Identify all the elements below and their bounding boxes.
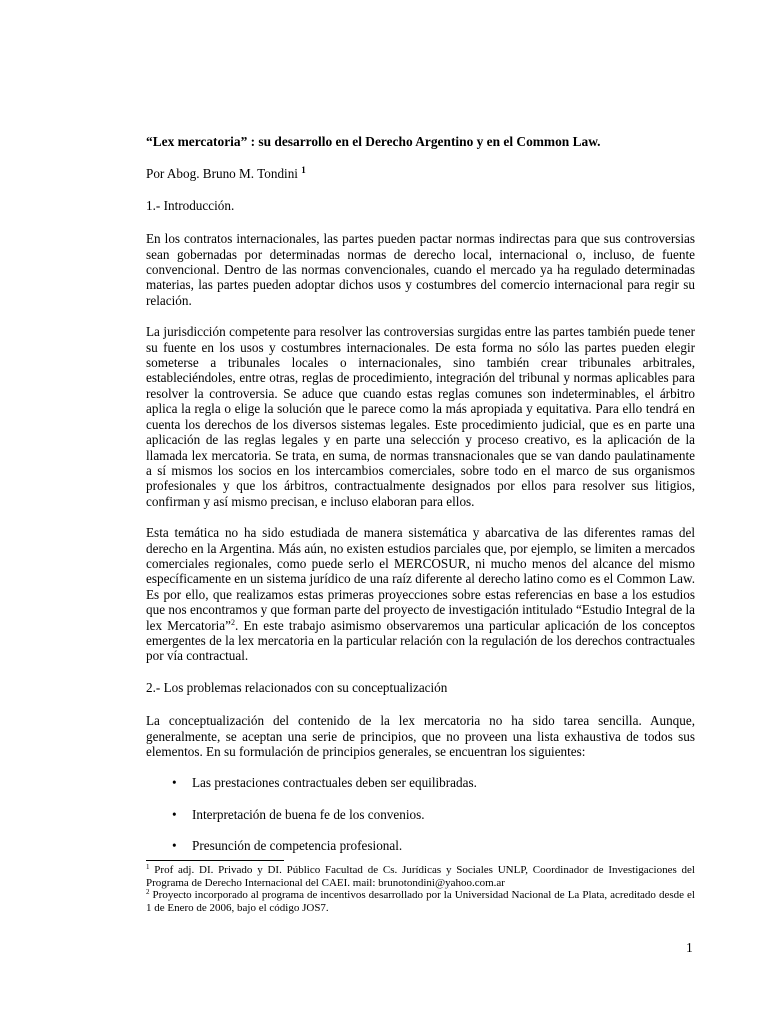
paragraph-text: Esta temática no ha sido estudiada de manera sistemática y abarcativa de las diferentes ramas del derecho en la Argentina. Más aún, no existen estudios parciales que, por ejemplo, se limiten a mercados comerciales regionales, como puede serlo el MERCOSUR, ni mucho menos del alcance del mismo específicamente en un sistema jurídico de una raíz diferente al derecho latino como es el Common Law. Es por ello, que realizamos estas primeras proyecciones sobre estas referencias en base a los estudios que nos encontramos y que forman parte del proyecto de investigación intitulado “Estudio Integral de la lex Mercatoria” [146,525,695,633]
footnote-ref-2[interactable]: 2 [230,617,235,627]
list-item-text: Interpretación de buena fe de los convenios. [192,806,425,822]
list-item [146,807,695,822]
bullet-icon: • [172,775,177,791]
footnote [146,889,695,914]
list-item [146,838,695,853]
page-number: 1 [686,940,693,955]
footnote-number: 2 [146,888,150,897]
paragraph: La jurisdicción competente para resolver las controversias surgidas entre las partes también puede tener su fuente en los usos y costumbres internacionales. De esta forma no sólo las partes pueden elegir someterse a tribunales locales o internacionales, sino también crear tribunales arbitrales, estableciéndoles, entre otras, reglas de procedimiento, integración del tribunal y normas aplicables para resolver la controversia. Se aduce que cuando estas reglas comunes son indeterminables, el árbitro aplica la regla o elige la solución que le parece como la más apropiada y equitativa. Para ello tendrá en cuenta los derechos de los diversos sistemas legales. Este procedimiento judicial, que es en parte una aplicación de las reglas legales y en parte una selección y proceso creativo, es la aplicación de la llamada lex mercatoria. Se trata, en suma, de normas transnacionales que se van dando paulatinamente a sí mismos los socios en los intercambios comerciales, sobre todo en el marco de sus organismos profesionales y que los árbitros, contractualmente designados por ellos para resolver sus litigios, confirman y así mismo precisan, e incluso elaboran para ellos. [146,324,695,509]
footnote-text: Proyecto incorporado al programa de incentivos desarrollado por la Universidad Nacional de La Plata, acreditado desde el 1 de Enero de 2006, bajo el código JOS7. [146,889,695,914]
document-body [146,134,695,870]
bullet-icon: • [172,838,177,854]
paragraph: La conceptualización del contenido de la lex mercatoria no ha sido tarea sencilla. Aunque, generalmente, se aceptan una serie de principios, que no proveen una lista exhaustiva de todos sus elementos. En su formulación de principios generales, se encuentran los siguientes: [146,713,695,759]
paragraph [146,525,695,664]
section-heading-conceptualizacion: 2.- Los problemas relacionados con su conceptualización [146,679,448,695]
bullet-list [146,775,695,853]
bullet-icon: • [172,806,177,822]
list-item-text: Presunción de competencia profesional. [192,838,403,854]
footnotes [146,860,695,914]
document-title: “Lex mercatoria” : su desarrollo en el Derecho Argentino y en el Common Law. [146,134,601,149]
footnote-separator [146,860,284,861]
author-name: Por Abog. Bruno M. Tondini [146,166,298,182]
footnote-ref-1[interactable]: 1 [301,165,306,176]
footnote-number: 1 [146,863,150,871]
author-line [146,166,695,181]
footnote [146,864,695,889]
paragraph-text: . En este trabajo asimismo observaremos una particular aplicación de los conceptos emergentes de la lex mercatoria en la particular relación con la regulación de los derechos contractuales por vía contractual. [146,617,696,664]
section-heading-introduccion: 1.- Introducción. [146,197,235,213]
paragraph: En los contratos internacionales, las partes pueden pactar normas indirectas para que sus controversias sean gobernadas por determinadas normas de derecho local, internacional o, incluso, de fuente convencional. Dentro de las normas convencionales, cuando el mercado ya ha regulado determinadas materias, las partes pueden adoptar dichos usos y costumbres del comercio internacional para regir su relación. [146,231,695,308]
list-item [146,775,695,790]
list-item-text: Las prestaciones contractuales deben ser equilibradas. [192,775,477,791]
footnote-text: Prof adj. DI. Privado y DI. Público Facultad de Cs. Jurídicas y Sociales UNLP, Coordinador de Investigaciones del Programa de Derecho Internacional del CAEI. mail: brunotondini@yahoo.com.ar [146,864,695,889]
